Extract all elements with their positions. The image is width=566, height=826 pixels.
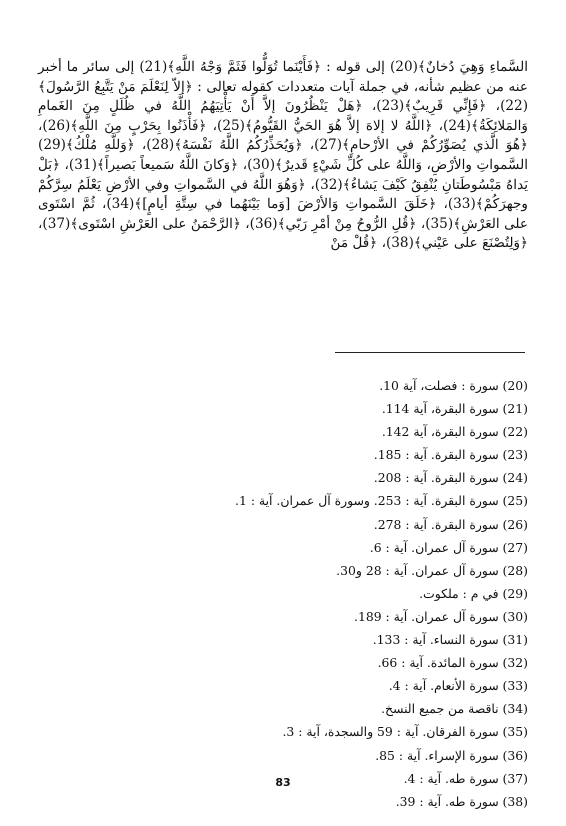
footnote: (24) سورة البقرة. آية : 208.	[373, 470, 528, 486]
footnote: (38) سورة طه. آية : 39.	[395, 793, 528, 809]
footnote: (35) سورة الفرقان. آية : 59 والسجدة، آية : 3.	[282, 724, 528, 740]
footnotes-list	[38, 374, 528, 813]
footnote: (29) في م : ملكوت.	[419, 585, 528, 601]
footnote: (33) سورة الأنعام. آية : 4.	[388, 678, 528, 694]
footnote: (34) ناقصة من جميع النسخ.	[381, 701, 528, 717]
footnote: (23) سورة البقرة. آية : 185.	[373, 447, 528, 463]
page-number: 83	[275, 776, 291, 789]
footnote: (27) سورة آل عمران. آية : 6.	[369, 539, 528, 555]
footnote: (31) سورة النساء. آية : 133.	[372, 632, 528, 648]
footnote: (37) سورة طه. آية : 4.	[403, 770, 528, 786]
footnote: (22) سورة البقرة، آية 142.	[381, 424, 528, 440]
footnote: (32) سورة المائدة. آية : 66.	[377, 655, 528, 671]
footnote-separator	[335, 352, 525, 353]
footnote: (26) سورة البقرة. آية : 278.	[373, 516, 528, 532]
main-text: السَّماءِ وَهِيَ دُخانٌ﴾(20) إلى قوله : ﴿فَأَيْنَما تُوَلُّوا فَثَمَّ وَجْهُ اللَّهِ﴾(21) إلى سائر ما أخبر عنه من عظيم شأنه، في جملة آيات متعددات كقوله تعالى : ﴿إلاّ لِنَعْلَمَ مَنْ يَتَّبِعُ الرَّسُولَ﴾(22)، ﴿فَإِنِّي قَرِيبٌ﴾(23)، ﴿هَلْ يَنْظُرُونَ إلاَّ أَنْ يَأْتِيَهُمُ اللَّهُ في ظُلَلٍ مِنَ الغَمامِ وَالمَلائِكَةُ﴾(24)، ﴿اللَّهُ لا إلاهَ إلاَّ هُوَ الحَيُّ القَيُّومُ﴾(25)، ﴿فَأْذَنُوا بِحَرْبٍ مِنَ اللَّهِ﴾(26)، ﴿هُوَ الَّذي يُصَوِّرُكُمْ في الأرْحامِ﴾(27)، ﴿وَيُحَذِّرُكُمُ اللَّهُ نَفْسَهُ﴾(28)، ﴿وَللَّهِ مُلْكُ﴾(29) السَّمواتِ والأرْضِ، وَاللَّهُ على كُلِّ شَيْءٍ قَديرٌ﴾(30)، ﴿وَكانَ اللَّهُ سَميعاً بَصيراً﴾(31)، ﴿بَلْ يَداهُ مَبْسُوطَتانِ يُنْفِقُ كَيْفَ يَشاءُ﴾(32)، ﴿وَهُوَ اللَّهُ في السَّمواتِ وفي الأرْضِ يَعْلَمُ سِرَّكُمْ وجهرَكُمْ﴾(33)، ﴿خَلَقَ السَّمواتِ وَالأرْضَ [وَما بَيْنَهُما في سِتَّةِ أيامٍ]﴾(34)، ثُمَّ اسْتَوى على العَرْشِ﴾(35)، ﴿قُلِ الرُّوحُ مِنْ أمْرِ رَبّي﴾(36)، ﴿الرَّحْمَنُ على العَرْشِ اسْتَوى﴾(37)، ﴿وَلِتُصْنَعَ على عَيْني﴾(38)، ﴿قُلْ مَنْ	[38, 59, 529, 252]
footnote: (20) سورة : فصلت، آية 10.	[379, 378, 528, 393]
footnote: (28) سورة آل عمران. آية : 28 و30.	[336, 562, 528, 578]
footnote: (21) سورة البقرة، آية 114.	[381, 401, 528, 417]
footnote: (25) سورة البقرة. آية : 253. وسورة آل عمران. آية : 1.	[235, 493, 528, 509]
footnote: (36) سورة الإسراء. آية : 85.	[375, 747, 528, 763]
footnote: (30) سورة آل عمران. آية : 189.	[354, 608, 528, 624]
